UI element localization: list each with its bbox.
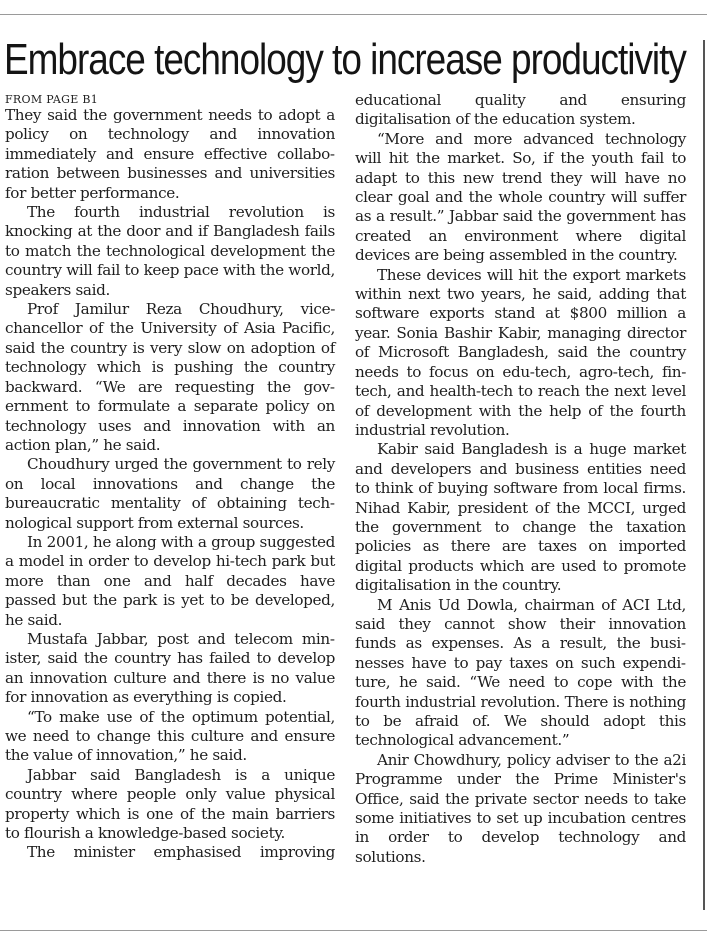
paragraph: M Anis Ud Dowla, chairman of ACI Ltd, said they cannot show their innovation funds as expenses. As a result, the businesses have to pay taxes on such expenditure, he said. “We need to cope with the fourth industrial revolution. There is nothing to be afraid of. We should adopt this technological advancement.” — [355, 595, 686, 750]
paragraph: Anir Chowdhury, policy adviser to the a2i Programme under the Prime Minister's Office, said the private sector needs to take some initiatives to set up incubation centres in order to develop technology and solutions. — [355, 750, 686, 866]
paragraph: Kabir said Bangladesh is a huge market and developers and business entities need to think of buying software from local firms. Nihad Kabir, president of the MCCI, urged the government to change the taxation policies as there are taxes on imported digital products which are used to promote digitalisation in the country. — [355, 440, 686, 595]
paragraph: They said the government needs to adopt a policy on technology and innovation immediately and ensure effective collaboration between businesses and universities for better performance. — [5, 106, 335, 202]
paragraph: Choudhury urged the government to rely on local innovations and change the bureaucratic mentality of obtaining technological support from external sources. — [5, 455, 335, 532]
paragraph: These devices will hit the export markets within next two years, he said, adding that software exports stand at $800 million a year. Sonia Bashir Kabir, managing director of Microsoft Bangladesh, said the country needs to focus on edu-tech, agro-tech, fin-tech, and health-tech to reach the next level of development with the help of the fourth industrial revolution. — [355, 265, 686, 439]
paragraph: The fourth industrial revolution is knocking at the door and if Bangladesh fails to match the technological development the country will fail to keep pace with the world, speakers said. — [5, 203, 335, 299]
top-rule — [0, 14, 707, 15]
headline: Embrace technology to increase productivity — [4, 35, 686, 84]
paragraph: Prof Jamilur Reza Choudhury, vice-chancellor of the University of Asia Pacific, said the country is very slow on adoption of technology which is pushing the country backward. “We are requesting the government to formulate a separate policy on technology uses and innovation with an action plan,” he said. — [5, 300, 335, 454]
article-column-2 — [355, 91, 686, 867]
paragraph: Mustafa Jabbar, post and telecom minister, said the country has failed to develop an innovation culture and there is no value for innovation as everything is copied. — [5, 629, 335, 707]
paragraph: The minister emphasised improving — [27, 843, 335, 862]
bottom-rule — [0, 930, 707, 931]
paragraph: In 2001, he along with a group suggested a model in order to develop hi-tech park but more than one and half decades have passed but the park is yet to be developed, he said. — [5, 532, 335, 629]
paragraph: Jabbar said Bangladesh is a unique country where people only value physical property which is one of the main barriers to flourish a knowledge-based society. — [5, 765, 335, 843]
right-column-rule — [703, 40, 705, 910]
paragraph: “To make use of the optimum potential, we need to change this culture and ensure the value of innovation,” he said. — [5, 707, 335, 765]
article-column-1 — [5, 106, 335, 863]
paragraph: educational quality and ensuring digitalisation of the education system. — [355, 91, 686, 129]
paragraph: “More and more advanced technology will hit the market. So, if the youth fail to adapt to this new trend they will have no clear goal and the whole country will suffer as a result.” Jabbar said the government has created an environment where digital devices are being assembled in the country. — [355, 129, 686, 265]
continued-from-label: FROM PAGE B1 — [5, 93, 99, 106]
